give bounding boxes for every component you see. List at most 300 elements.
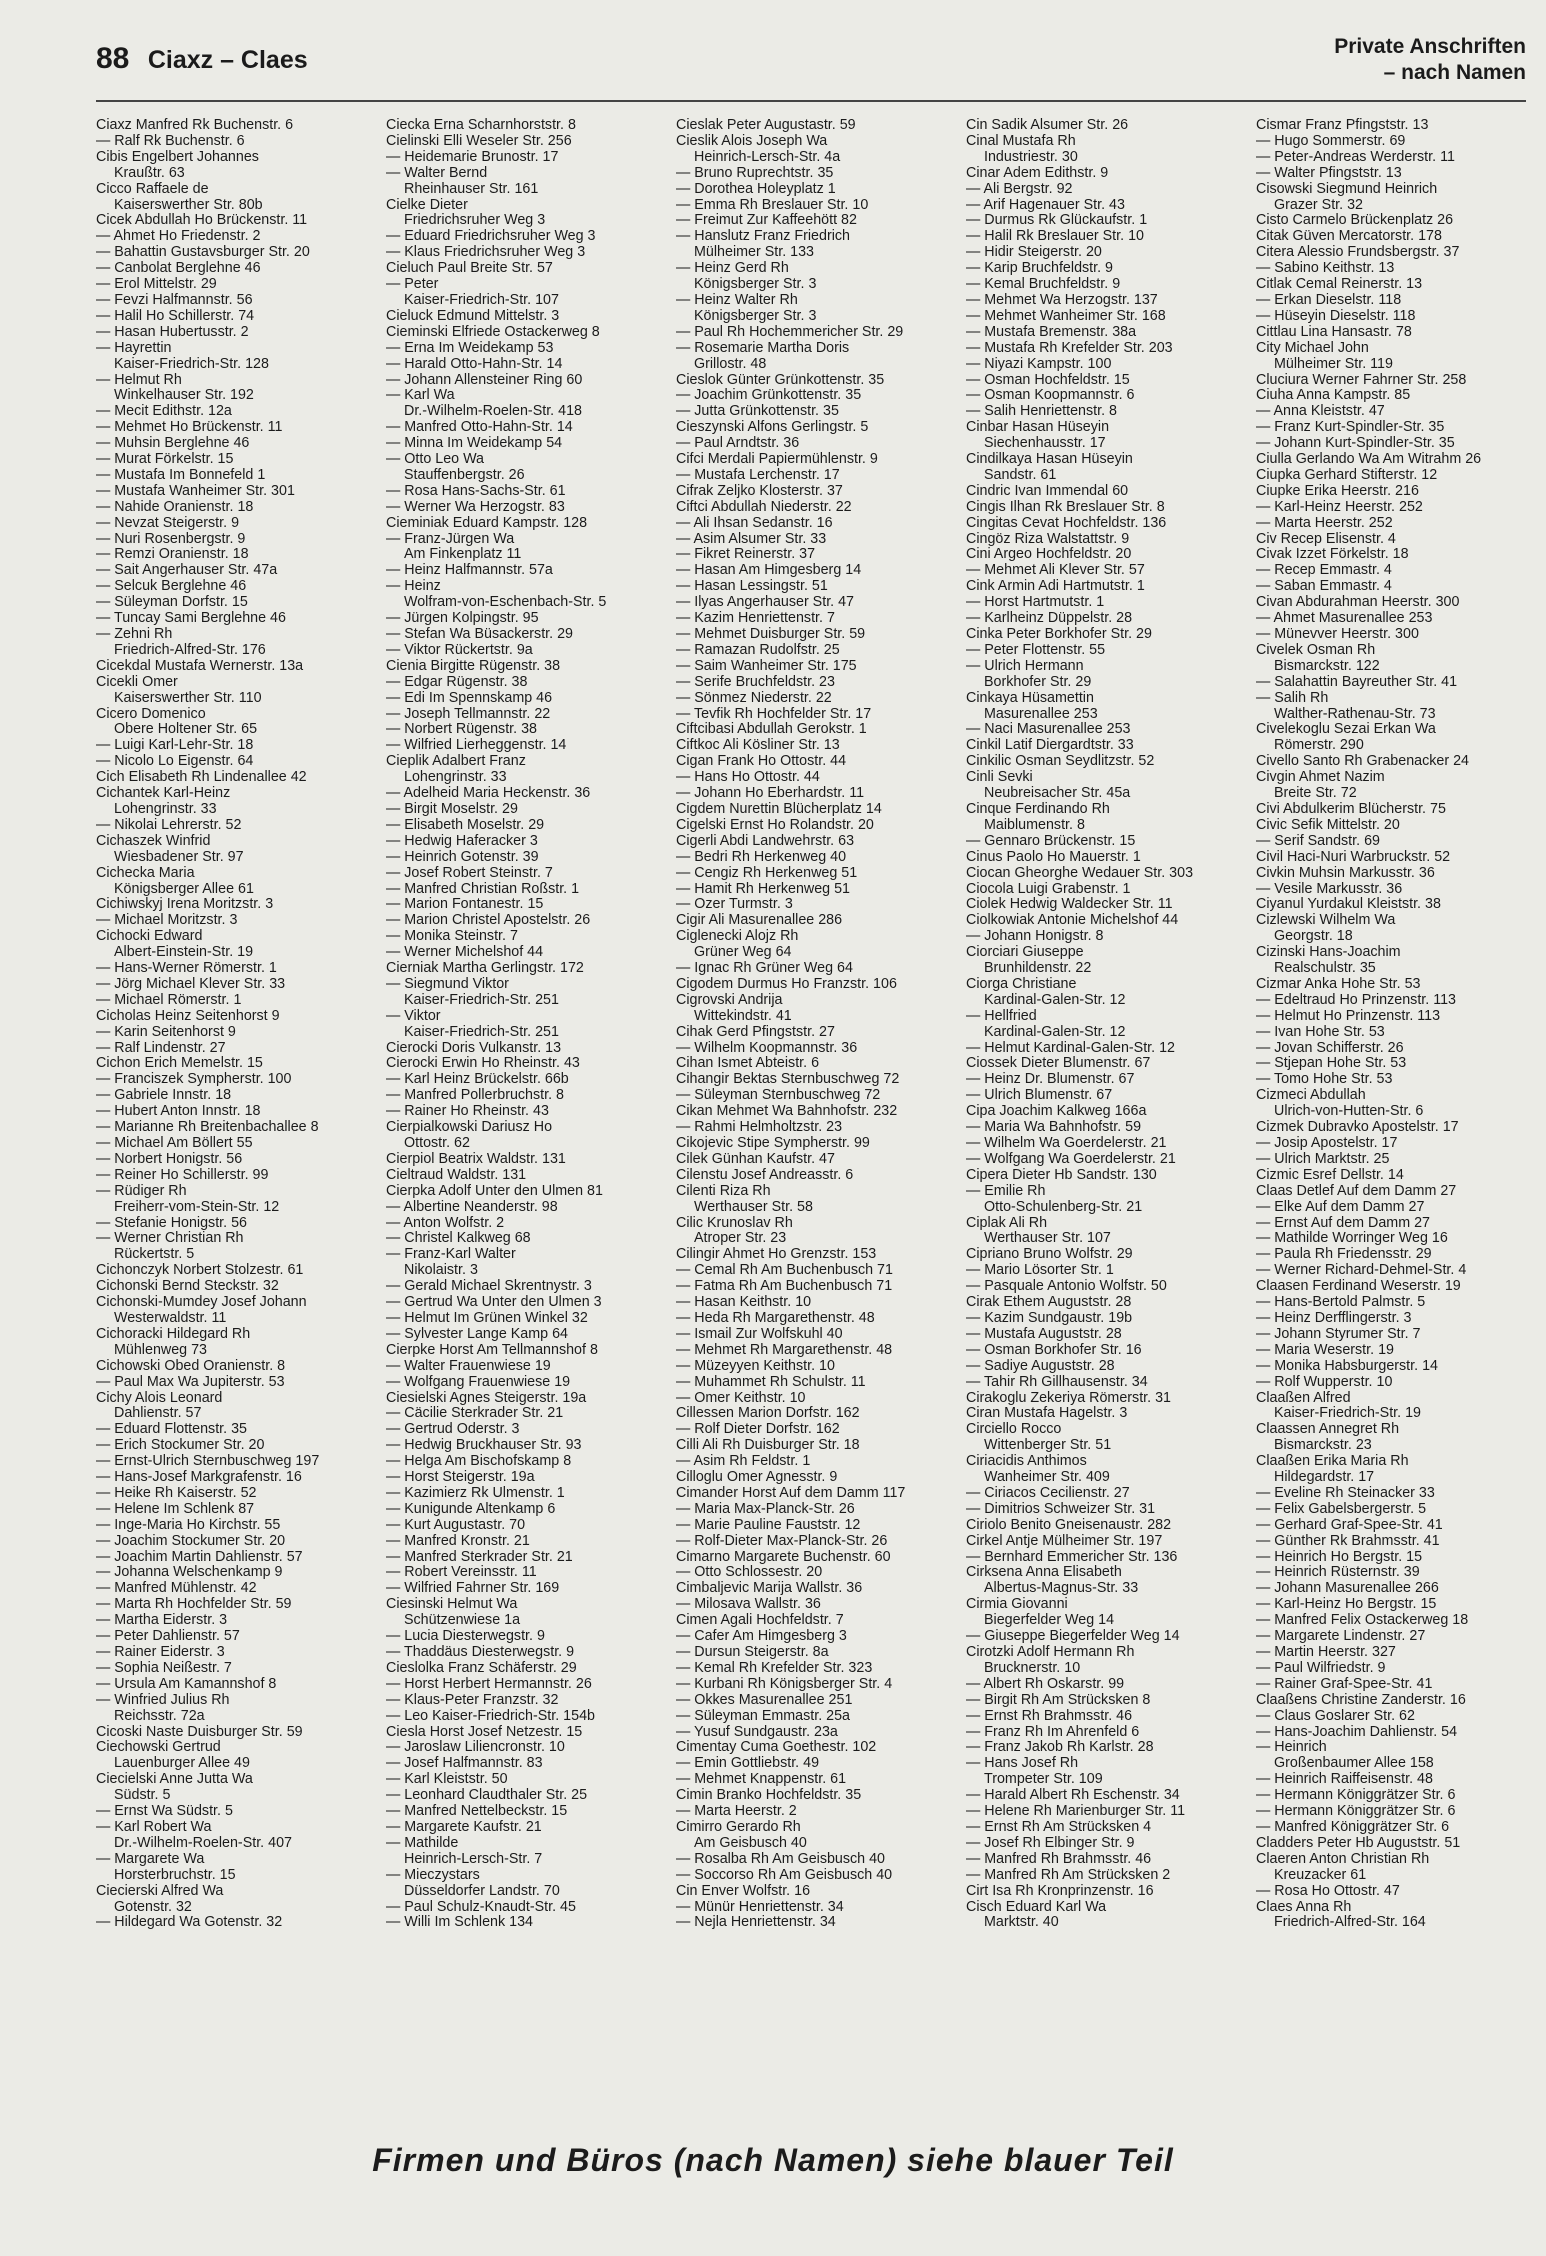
directory-entry: — Johann Allensteiner Ring 60 [386,372,583,388]
directory-entry: — Hayrettin [96,340,172,356]
directory-entry: Lohengrinstr. 33 [404,770,507,786]
directory-entry: — Canbolat Berglehne 46 [96,261,261,277]
directory-entry: — Mustafa Lerchenstr. 17 [676,467,840,483]
directory-entry: Cirak Ethem Auguststr. 28 [966,1295,1132,1311]
directory-entry: — Mehmet Ali Klever Str. 57 [966,563,1145,579]
directory-entry: Cirkel Antje Mülheimer Str. 197 [966,1533,1163,1549]
directory-entry: Cichiwskyj Irena Moritzstr. 3 [96,897,274,913]
directory-entry: — Josef Robert Steinstr. 7 [386,865,553,881]
directory-entry: Ciecierski Alfred Wa [96,1883,224,1899]
directory-entry: Cilloglu Ömer Agnesstr. 9 [676,1470,838,1486]
directory-entry: Cizmeci Abdullah [1256,1088,1366,1104]
directory-entry: Kaiser-Friedrich-Str. 107 [404,292,559,308]
directory-entry: Cierpialkowski Dariusz Ho [386,1120,553,1136]
directory-entry: — Paul Schulz-Knaudt-Str. 45 [386,1899,576,1915]
directory-entry: Cigir Ali Masurenallee 286 [676,913,843,929]
directory-entry: — Viktor Rückertstr. 9a [386,642,533,658]
directory-entry: Cichocki Edward [96,929,203,945]
directory-entry: — Hans Josef Rh [966,1756,1079,1772]
directory-entry: — Felix Gabelsbergerstr. 5 [1256,1501,1427,1517]
directory-entry: — Rolf Wupperstr. 10 [1256,1374,1393,1390]
directory-entry: — Karl-Heinz Ho Bergstr. 15 [1256,1597,1437,1613]
directory-entry: Heinrich-Lersch-Str. 7 [404,1851,543,1867]
directory-entry: — Ahmet Masurenallee 253 [1256,611,1433,627]
directory-entry: — Kunigunde Altenkamp 6 [386,1501,556,1517]
directory-entry: Ciechowski Gertrud [96,1740,221,1756]
directory-entry: Ciyanul Yurdakul Kleiststr. 38 [1256,897,1441,913]
directory-entry: — Peter Flottenstr. 55 [966,642,1106,658]
directory-entry: Cicekli Ömer [96,674,178,690]
directory-entry: Cilingir Ahmet Ho Grenzstr. 153 [676,1247,877,1263]
section-heading-line-2: – nach Namen [1383,61,1526,84]
directory-entry: — Bernhard Emmericher Str. 136 [966,1549,1178,1565]
directory-entry: — Jutta Grünkottenstr. 35 [676,404,839,420]
directory-entry: — Ali Bergstr. 92 [966,181,1073,197]
directory-entry: Cichonski Bernd Steckstr. 32 [96,1279,279,1295]
directory-entry: — Christel Kalkweg 68 [386,1231,531,1247]
directory-entry: — Werner Christian Rh [96,1231,244,1247]
directory-entry: — Margarete Lindenstr. 27 [1256,1629,1426,1645]
directory-entry: Trompeter Str. 109 [984,1772,1103,1788]
directory-entry: — Norbert Rügenstr. 38 [386,722,537,738]
directory-entry: Civelek Osman Rh [1256,642,1376,658]
directory-entry: — Josef Halfmannstr. 83 [386,1756,543,1772]
directory-entry: — Stefanie Honigstr. 56 [96,1215,247,1231]
directory-entry: Ciaxz Manfred Rk Buchenstr. 6 [96,118,294,133]
directory-entry: Dr.-Wilhelm-Roelen-Str. 407 [114,1835,292,1851]
directory-entry: Circiello Rocco [966,1422,1062,1438]
directory-entry: City Michael John [1256,340,1369,356]
directory-entry: — Siegmund Viktor [386,976,509,992]
directory-entry: Ciriolo Benito Gneisenaustr. 282 [966,1517,1172,1533]
directory-entry: — Werner Richard-Dehmel-Str. 4 [1256,1263,1467,1279]
directory-entry: Großenbaumer Allee 158 [1274,1756,1434,1772]
directory-entry: — Özer Turmstr. 3 [676,897,793,913]
directory-entry: Römerstr. 290 [1274,738,1364,754]
directory-entry: — Franciszek Sympherstr. 100 [96,1072,292,1088]
directory-entry: — Rosalba Rh Am Geisbusch 40 [676,1851,885,1867]
section-heading [1334,34,1526,86]
directory-entry: Cigrovski Andrija [676,992,783,1008]
directory-entry: Cizmek Dubravko Apostelstr. 17 [1256,1120,1459,1136]
directory-entry: — Nejla Henriettenstr. 34 [676,1915,836,1931]
directory-entry: Kardinal-Galen-Str. 12 [984,992,1126,1008]
directory-entry: Cismar Franz Pfingststr. 13 [1256,118,1429,133]
directory-entry: Ciesla Horst Josef Netzestr. 15 [386,1724,583,1740]
directory-entry: — Klaus Friedrichsruher Weg 3 [386,245,586,261]
directory-entry: Grazer Str. 32 [1274,197,1363,213]
directory-entry: — Süleyman Dorfstr. 15 [96,595,248,611]
directory-entry: — Rainer Eiderstr. 3 [96,1645,225,1660]
directory-entry: Otto-Schulenberg-Str. 21 [984,1199,1143,1215]
directory-entry: — Hedwig Haferacker 3 [386,833,538,849]
directory-entry: — Tahir Rh Gillhausenstr. 34 [966,1374,1148,1390]
directory-entry: — Sadiye Auguststr. 28 [966,1358,1115,1374]
directory-entry: Ciorciari Giuseppe [966,945,1084,961]
directory-entry: Cinkilic Osman Seydlitzstr. 52 [966,754,1155,770]
directory-entry: — Heinrich Raiffeisenstr. 48 [1256,1772,1433,1788]
directory-entry: — Mehmet Rh Margarethenstr. 48 [676,1342,893,1358]
directory-entry: — Heinz Derfflingerstr. 3 [1256,1310,1412,1326]
directory-entry: Borkhofer Str. 29 [984,674,1092,690]
directory-entry: — Franz-Karl Walter [386,1247,516,1263]
listing-column-5 [1256,118,1528,2118]
directory-entry: — Hans Ho Ottostr. 44 [676,770,820,786]
directory-entry: — Mustafa Wanheimer Str. 301 [96,483,295,499]
directory-entry: — Nicolo Lo Eigenstr. 64 [96,754,254,770]
directory-entry: — Marianne Rh Breitenbachallee 8 [96,1120,319,1136]
directory-entry: — Joachim Grünkottenstr. 35 [676,388,862,404]
directory-entry: Cifci Merdali Papiermühlenstr. 9 [676,452,878,468]
directory-entry: Ciftcibasi Abdullah Gerokstr. 1 [676,722,867,738]
directory-entry: Claaßen Alfred [1256,1390,1351,1406]
directory-entry: — Wilhelm Wa Goerdelerstr. 21 [966,1136,1167,1151]
directory-entry: — Helmut Rh [96,372,182,388]
directory-entry: — Mehmet Knappenstr. 61 [676,1772,847,1788]
directory-entry: — Münevver Heerstr. 300 [1256,627,1419,642]
directory-entry: Nikolaistr. 3 [404,1263,478,1279]
directory-entry: Friedrichsruher Weg 3 [404,213,546,229]
directory-entry: Cieslolka Franz Schäferstr. 29 [386,1660,577,1676]
directory-entry: — Mieczystars [386,1867,480,1883]
directory-entry: Cicholas Heinz Seitenhorst 9 [96,1008,280,1024]
header-rule [96,100,1526,102]
directory-entry: Brunhildenstr. 22 [984,961,1092,977]
directory-entry: Civil Haci-Nuri Warbruckstr. 52 [1256,849,1451,865]
directory-entry: — Heinrich Ho Bergstr. 15 [1256,1549,1423,1565]
page-number: 88 [96,42,130,75]
listing-column-1 [96,118,368,2118]
directory-entry: Breite Str. 72 [1274,786,1357,802]
directory-entry: — Jaroslaw Liliencronstr. 10 [386,1740,565,1756]
directory-entry: — Elisabeth Moselstr. 29 [386,817,545,833]
directory-entry: — Rahmi Helmholtzstr. 23 [676,1120,843,1136]
directory-entry: Rückertstr. 5 [114,1247,195,1263]
directory-entry: — Joachim Martin Dahlienstr. 57 [96,1549,303,1565]
directory-entry: Cichantek Karl-Heinz [96,786,231,802]
directory-entry: Cinkil Latif Diergardtstr. 33 [966,738,1134,754]
directory-entry: — Selcuk Berglehne 46 [96,579,247,595]
directory-entry: Walther-Rathenau-Str. 73 [1274,706,1436,722]
directory-entry: — Heinz Dr. Blumenstr. 67 [966,1072,1135,1088]
directory-entry: Wolfram-von-Eschenbach-Str. 5 [404,595,607,611]
directory-entry: Cisch Eduard Karl Wa [966,1899,1107,1915]
directory-entry: Citera Alessio Frundsbergstr. 37 [1256,245,1460,261]
directory-entry: Cittlau Lina Hansastr. 78 [1256,324,1412,340]
directory-entry: Realschulstr. 35 [1274,961,1376,977]
directory-entry: — Michael Römerstr. 1 [96,992,242,1008]
directory-entry: Maiblumenstr. 8 [984,817,1085,833]
directory-entry: — Ernst Rh Brahmsstr. 46 [966,1708,1133,1724]
directory-entry: — Johann Masurenallee 266 [1256,1581,1439,1597]
directory-entry: — Margarete Wa [96,1851,205,1867]
directory-entry: — Fevzi Halfmannstr. 56 [96,292,253,308]
directory-entry: — Joseph Tellmannstr. 22 [386,706,551,722]
directory-entry: Wittekindstr. 41 [694,1008,792,1024]
directory-entry: Cin Enver Wolfstr. 16 [676,1883,811,1899]
directory-entry: — Emilie Rh [966,1183,1046,1199]
directory-entry: — Josef Rh Elbinger Str. 9 [966,1835,1135,1851]
directory-entry: — Elke Auf dem Damm 27 [1256,1199,1425,1215]
directory-entry: — Bedri Rh Herkenweg 40 [676,849,847,865]
directory-entry: Ciocola Luigi Grabenstr. 1 [966,881,1131,897]
directory-entry: — Manfred Christian Roßstr. 1 [386,881,580,897]
directory-entry: — Ömer Keithstr. 10 [676,1390,806,1406]
directory-entry: — Eduard Friedrichsruher Weg 3 [386,229,596,245]
directory-entry: — Hanslutz Franz Friedrich [676,229,850,245]
directory-entry: Cichon Erich Memelstr. 15 [96,1056,263,1072]
directory-entry: Cindilkaya Hasan Hüseyin [966,452,1133,468]
listing-column-3 [676,118,948,2118]
directory-entry: — Peter Dahlienstr. 57 [96,1629,240,1645]
directory-entry: Claaßens Christine Zanderstr. 16 [1256,1692,1466,1708]
directory-entry: Industriestr. 30 [984,149,1078,165]
directory-entry: — Johann Ho Eberhardstr. 11 [676,786,865,802]
directory-entry: Cicekdal Mustafa Wernerstr. 13a [96,658,304,674]
directory-entry: — Helmut Im Grünen Winkel 32 [386,1310,588,1326]
directory-entry: Grillostr. 48 [694,356,767,372]
directory-entry: — Ramazan Rudolfstr. 25 [676,642,840,658]
directory-entry: — Helmut Kardinal-Galen-Str. 12 [966,1040,1175,1056]
directory-entry: Claeren Anton Christian Rh [1256,1851,1430,1867]
directory-entry: — Wolfgang Frauenwiese 19 [386,1374,571,1390]
directory-entry: — Jörg Michael Klever Str. 33 [96,976,286,992]
directory-entry: — Vesile Markusstr. 36 [1256,881,1403,897]
directory-entry: — Hedwig Bruckhauser Str. 93 [386,1438,582,1454]
directory-entry: Bismarckstr. 23 [1274,1438,1372,1454]
directory-entry: — Saim Wanheimer Str. 175 [676,658,857,674]
directory-entry: — Hubert Anton Innstr. 18 [96,1104,261,1120]
directory-entry: — Franz Rh Im Ahrenfeld 6 [966,1724,1140,1740]
directory-entry: — Hidir Steigerstr. 20 [966,245,1102,261]
directory-entry: — Maria Wa Bahnhofstr. 59 [966,1120,1142,1136]
listing-column-2 [386,118,658,2118]
directory-entry: — Giuseppe Biegerfelder Weg 14 [966,1629,1180,1645]
directory-entry: Stauffenbergstr. 26 [404,467,525,483]
directory-entry: Cipriano Bruno Wolfstr. 29 [966,1247,1133,1263]
directory-entry: — Fatma Rh Am Buchenbusch 71 [676,1279,893,1295]
directory-entry: — Michael Moritzstr. 3 [96,913,238,929]
directory-entry: — Dorothea Holeyplatz 1 [676,181,836,197]
directory-entry: Cigan Frank Ho Ottostr. 44 [676,754,847,770]
directory-entry: — Kurbani Rh Königsberger Str. 4 [676,1676,893,1692]
directory-entry: Cielinski Elli Weseler Str. 256 [386,133,572,149]
directory-entry: Brucknerstr. 10 [984,1660,1081,1676]
directory-entry: Cirt Isa Rh Kronprinzenstr. 16 [966,1883,1154,1899]
directory-entry: — Gertrud Oderstr. 3 [386,1422,520,1438]
directory-entry: Cierpke Horst Am Tellmannshof 8 [386,1342,598,1358]
directory-entry: Cichoracki Hildegard Rh [96,1326,251,1342]
directory-entry: — Hüseyin Dieselstr. 118 [1256,308,1416,324]
directory-entry: Am Finkenplatz 11 [404,547,522,563]
directory-entry: — Ciriacos Cecilienstr. 27 [966,1485,1130,1501]
directory-entry: — Hugo Sommerstr. 69 [1256,133,1406,149]
directory-entry: — Arif Hagenauer Str. 43 [966,197,1125,213]
directory-entry: — Viktor [386,1008,441,1024]
directory-entry: Cienia Birgitte Rügenstr. 38 [386,658,561,674]
directory-entry: Cinus Paolo Ho Mauerstr. 1 [966,849,1141,865]
directory-entry: — Karl Robert Wa [96,1819,212,1835]
directory-entry: — Ralf Rk Buchenstr. 6 [96,133,245,149]
directory-entry: Neubreisacher Str. 45a [984,786,1131,802]
directory-entry: — Erol Mittelstr. 29 [96,277,217,293]
directory-entry: — Maria Max-Planck-Str. 26 [676,1501,855,1517]
directory-entry: Cizmic Esref Dellstr. 14 [1256,1167,1404,1183]
directory-entry: — Eveline Rh Steinacker 33 [1256,1485,1435,1501]
directory-entry: Claassen Annegret Rh [1256,1422,1400,1438]
directory-entry: Claasen Ferdinand Weserstr. 19 [1256,1279,1461,1295]
directory-entry: Werthauser Str. 58 [694,1199,813,1215]
page-header [96,35,1526,102]
directory-entry: — Winfried Julius Rh [96,1692,230,1708]
directory-entry: — Cafer Am Himgesberg 3 [676,1629,847,1645]
directory-entry: Kraußtr. 63 [114,165,185,181]
directory-entry: — Ali Ihsan Sedanstr. 16 [676,515,833,531]
directory-entry: — Paula Rh Friedensstr. 29 [1256,1247,1432,1263]
directory-entry: — Albertine Neanderstr. 98 [386,1199,558,1215]
directory-entry: Cinka Peter Borkhofer Str. 29 [966,627,1152,642]
directory-entry: — Inge-Maria Ho Kirchstr. 55 [96,1517,281,1533]
directory-entry: — Edgar Rügenstr. 38 [386,674,528,690]
directory-entry: Cilek Günhan Kaufstr. 47 [676,1151,835,1167]
directory-entry: — Werner Wa Herzogstr. 83 [386,499,565,515]
directory-entry: Cinque Ferdinando Rh [966,801,1110,817]
directory-entry: — Hasan Hubertusstr. 2 [96,324,249,340]
directory-entry: Cisowski Siegmund Heinrich [1256,181,1438,197]
directory-entry: — Minna Im Weidekamp 54 [386,436,563,452]
directory-entry: Civelekoglu Sezai Erkan Wa [1256,722,1436,738]
directory-entry: Ciossek Dieter Blumenstr. 67 [966,1056,1151,1072]
directory-entry: Cifrak Zeljko Klosterstr. 37 [676,483,843,499]
directory-entry: Wanheimer Str. 409 [984,1470,1110,1486]
directory-entry: — Nuri Rosenbergstr. 9 [96,531,246,547]
directory-entry: — Süleyman Emmastr. 25a [676,1708,851,1724]
directory-entry: — Tevfik Rh Hochfelder Str. 17 [676,706,872,722]
directory-entry: — Günther Rk Brahmsstr. 41 [1256,1533,1440,1549]
directory-entry: — Tuncay Sami Berglehne 46 [96,611,286,627]
directory-entry: Cimander Horst Auf dem Damm 117 [676,1485,906,1501]
directory-entry: Cierocki Doris Vulkanstr. 13 [386,1040,562,1056]
directory-entry: — Cengiz Rh Herkenweg 51 [676,865,858,881]
directory-entry: Cinal Mustafa Rh [966,133,1076,149]
directory-entry: — Marta Heerstr. 2 [676,1804,797,1820]
directory-entry: — Walter Pfingststr. 13 [1256,165,1402,181]
directory-entry: Cihangir Bektas Sternbuschweg 72 [676,1072,900,1088]
directory-entry: — Mathilde [386,1835,459,1851]
directory-entry: Civan Abdurahman Heerstr. 300 [1256,595,1460,611]
directory-entry: Mühlenweg 73 [114,1342,207,1358]
directory-entry: Ciolek Hedwig Waldecker Str. 11 [966,897,1173,913]
directory-entry: Cieslak Peter Augustastr. 59 [676,118,856,133]
directory-entry: — Heinz Walter Rh [676,292,798,308]
directory-entry: — Saban Emmastr. 4 [1256,579,1392,595]
directory-entry: — Albert Rh Oskarstr. 99 [966,1676,1125,1692]
directory-entry: — Harald Albert Rh Eschenstr. 34 [966,1788,1180,1804]
directory-entry: — Sylvester Lange Kamp 64 [386,1326,568,1342]
directory-entry: — Wilhelm Koopmannstr. 36 [676,1040,858,1056]
directory-entry: — Edeltraud Ho Prinzenstr. 113 [1256,992,1456,1008]
directory-entry: — Luigi Karl-Lehr-Str. 18 [96,738,254,754]
directory-entry: — Müzeyyen Keithstr. 10 [676,1358,835,1374]
directory-entry: — Harald Otto-Hahn-Str. 14 [386,356,563,372]
page-range: Ciaxz – Claes [147,46,308,74]
directory-entry: Cierpka Adolf Unter den Ulmen 81 [386,1183,603,1199]
listing-columns [96,118,1536,2118]
directory-entry: Cigodem Durmus Ho Franzstr. 106 [676,976,897,992]
directory-entry: Cipera Dieter Hb Sandstr. 130 [966,1167,1157,1183]
directory-entry: Cieslok Günter Grünkottenstr. 35 [676,372,885,388]
directory-entry: — Leonhard Claudthaler Str. 25 [386,1788,588,1804]
directory-entry: Cingitas Cevat Hochfeldstr. 136 [966,515,1167,531]
directory-entry: Cichecka Maria [96,865,195,881]
directory-entry: Gotenstr. 32 [114,1899,192,1915]
directory-entry: Mülheimer Str. 133 [694,245,814,261]
directory-entry: — Süleyman Sternbuschweg 72 [676,1088,881,1104]
directory-entry: Königsberger Str. 3 [694,308,817,324]
directory-entry: Kreuzacker 61 [1274,1867,1367,1883]
directory-entry: Cluciura Werner Fahrner Str. 258 [1256,372,1467,388]
directory-entry: Cimentay Cuma Goethestr. 102 [676,1740,877,1756]
directory-entry: Cichonski-Mumdey Josef Johann [96,1295,307,1311]
directory-entry: — Bruno Ruprechtstr. 35 [676,165,834,181]
directory-entry: — Karip Bruchfeldstr. 9 [966,261,1114,277]
directory-entry: — Mustafa Auguststr. 28 [966,1326,1122,1342]
directory-entry: — Cäcilie Sterkrader Str. 21 [386,1406,564,1422]
directory-entry: — Recep Emmastr. 4 [1256,563,1392,579]
directory-entry: — Manfred Otto-Hahn-Str. 14 [386,420,573,436]
directory-entry: Lohengrinstr. 33 [114,801,217,817]
directory-entry: Cihak Gerd Pfingststr. 27 [676,1024,835,1040]
directory-entry: — Emin Gottliebstr. 49 [676,1756,820,1772]
directory-entry: — Erna Im Weidekamp 53 [386,340,554,356]
directory-entry: Werthauser Str. 107 [984,1231,1111,1247]
directory-entry: Cichy Alois Leonard [96,1390,223,1406]
directory-entry: Civgin Ahmet Nazim [1256,770,1385,786]
directory-entry: — Marta Rh Hochfelder Str. 59 [96,1597,292,1613]
footer-note: Firmen und Büros (nach Namen) siehe blauer Teil [372,2142,1174,2178]
directory-entry: Cinli Sevki [966,770,1033,786]
directory-entry: Cingöz Riza Walstattstr. 9 [966,531,1130,547]
directory-entry: Albert-Einstein-Str. 19 [114,945,254,961]
directory-entry: Biegerfelder Weg 14 [984,1613,1115,1629]
directory-entry: — Anton Wolfstr. 2 [386,1215,505,1231]
directory-entry: — Horst Herbert Hermannstr. 26 [386,1676,592,1692]
directory-entry: Südstr. 5 [114,1788,171,1804]
directory-entry: Kardinal-Galen-Str. 12 [984,1024,1126,1040]
directory-entry: — Hamit Rh Herkenweg 51 [676,881,851,897]
directory-entry: Ciftci Abdullah Niederstr. 22 [676,499,852,515]
directory-entry: — Manfred Königgrätzer Str. 6 [1256,1819,1450,1835]
directory-entry: — Maria Weserstr. 19 [1256,1342,1394,1358]
directory-entry: Cimirro Gerardo Rh [676,1819,801,1835]
directory-entry: Cillessen Marion Dorfstr. 162 [676,1406,860,1422]
listing-column-4 [966,118,1238,2118]
directory-entry: — Mehmet Duisburger Str. 59 [676,627,866,642]
directory-entry: — Karl Wa [386,388,455,404]
directory-entry: — Heinz [386,579,441,595]
directory-entry: — Karin Seitenhorst 9 [96,1024,236,1040]
directory-entry: Kaiser-Friedrich-Str. 251 [404,992,559,1008]
directory-entry: — Hellfried [966,1008,1037,1024]
directory-entry: — Martha Eiderstr. 3 [96,1613,228,1629]
directory-entry: — Soccorso Rh Am Geisbusch 40 [676,1867,893,1883]
directory-entry: — Salahattin Bayreuther Str. 41 [1256,674,1458,690]
directory-entry: Schützenwiese 1a [404,1613,521,1629]
directory-entry: — Ernst Rh Am Strücksken 4 [966,1819,1152,1835]
directory-entry: Kaiserswerther Str. 80b [114,197,263,213]
directory-entry: Wittenberger Str. 51 [984,1438,1112,1454]
directory-entry: — Nahide Oranienstr. 18 [96,499,254,515]
